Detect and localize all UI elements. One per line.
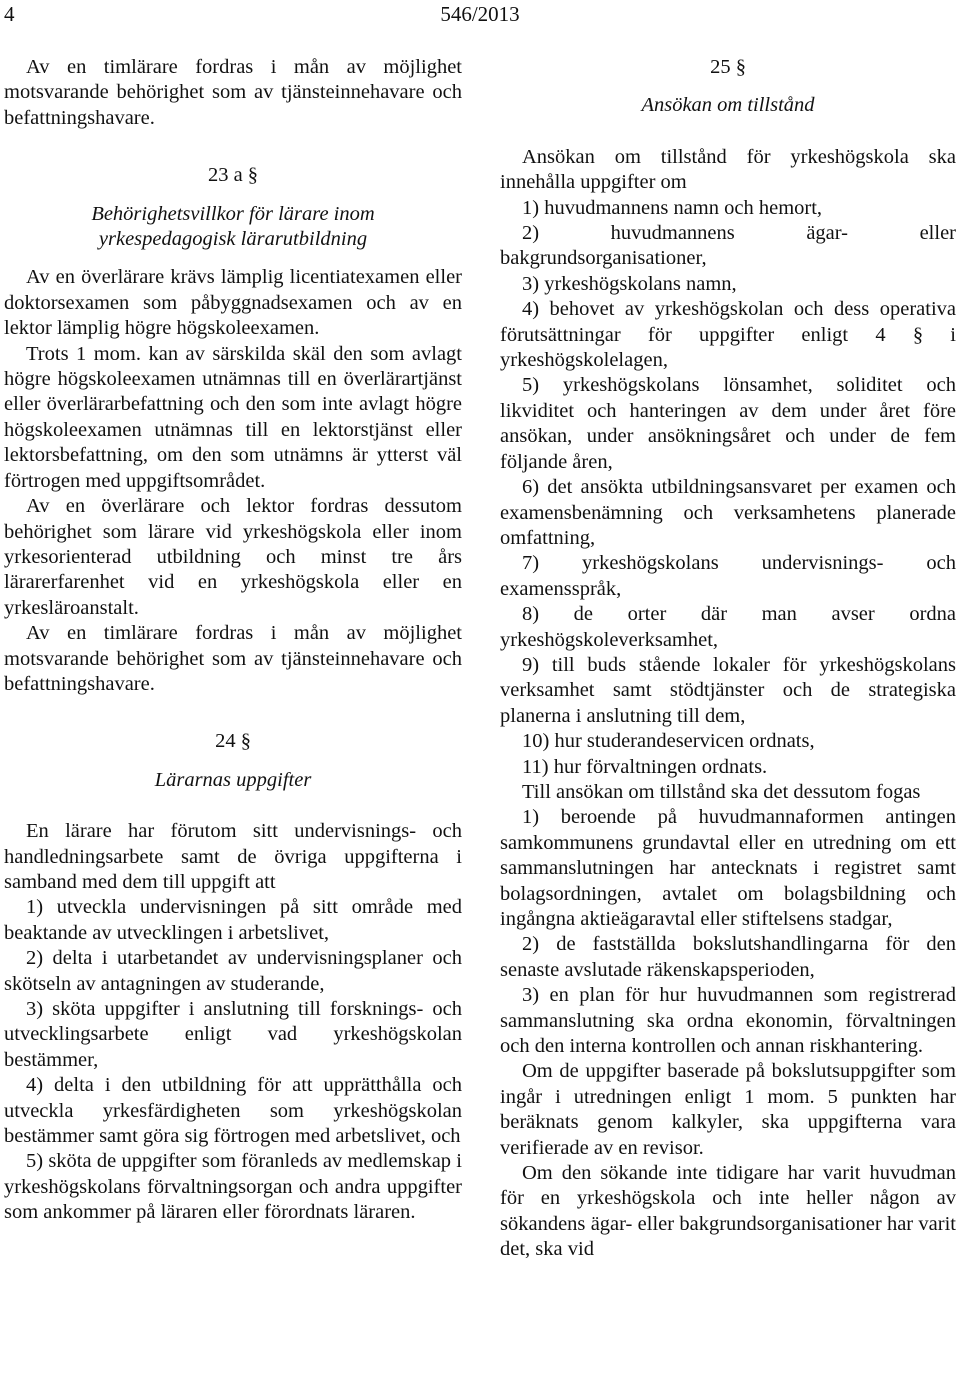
list-item: 4) behovet av yrkeshögskolan och dess operativa förutsättningar för uppgifter enligt 4 § i yrkeshögskolelagen,	[500, 298, 956, 372]
list-item: 4) delta i den utbildning för att upprätthålla och utveckla yrkesfärdigheten som yrkeshögskolan bestämmer samt göra sig förtrogen med arbetslivet, och	[4, 1074, 462, 1148]
list-item: 1) huvudmannens namn och hemort,	[522, 196, 823, 219]
list-item: 3) sköta uppgifter i anslutning till forsknings- och utvecklingsarbete enligt vad yrkeshögskolan bestämmer,	[4, 998, 462, 1071]
list-item: 11) hur förvaltningen ordnats.	[522, 755, 768, 778]
paragraph: Av en timlärare fordras i mån av möjlighet motsvarande behörighet som av tjänsteinnehavare och befattningshavare.	[4, 622, 462, 695]
paragraph: Av en överlärare krävs lämplig licentiatexamen eller doktorsexamen som påbyggnadsexamen och av en lektor lämplig högre högskoleexamen.	[4, 266, 462, 340]
paragraph: En lärare har förutom sitt undervisnings- och handledningsarbete samt de övriga uppgifterna i samband med dem till uppgift att	[4, 820, 462, 893]
paragraph: Av en timlärare fordras i mån av möjlighet motsvarande behörighet som av tjänsteinnehavare och befattningshavare.	[4, 56, 462, 129]
list-item: 1) beroende på huvudmannaformen antingen samkommunens grundavtal eller en utredning om ett sammanslutningen har antecknats i registret samt bolagsordningen, avtalet om bolagsbildning och ingångna aktieägaravtal eller stiftelsens stadgar,	[500, 806, 956, 930]
list-item: 3) yrkeshögskolans namn,	[522, 272, 737, 295]
page-number: 4	[4, 2, 15, 26]
list-item: 10) hur studerandeservicen ordnats,	[522, 730, 815, 753]
paragraph: Om de uppgifter baserade på bokslutsuppgifter som ingår i utredningen enligt 1 mom. 5 punkten har beräknats genom kalkyler, ska uppgifterna vara verifierade av en revisor.	[500, 1060, 956, 1159]
list-item: 6) det ansökta utbildningsansvaret per examen och examensbenämning och verksamhetens planerade omfattning,	[500, 476, 956, 549]
paragraph: Till ansökan om tillstånd ska det dessutom fogas	[522, 780, 921, 803]
paragraph: Ansökan om tillstånd för yrkeshögskola ska innehålla uppgifter om	[500, 145, 956, 194]
list-item: 2) delta i utarbetandet av undervisningsplaner och skötseln av antagningen av studerande,	[4, 947, 462, 995]
page-header	[0, 0, 960, 30]
section-number: 24 §	[215, 730, 251, 753]
list-item: 9) till buds stående lokaler för yrkeshögskolans verksamhet samt stödtjänster och de strategiska planerna i anslutning till dem,	[500, 653, 956, 727]
right-column	[500, 55, 956, 1263]
list-item: 5) yrkeshögskolans lönsamhet, soliditet och likviditet och hanteringen av dem under året före ansökan, under ansökningsåret och under de fem följande åren,	[500, 374, 956, 473]
section-number: 25 §	[710, 56, 746, 78]
section-title: yrkespedagogisk lärarutbildning	[98, 228, 368, 251]
left-column	[4, 55, 462, 1226]
list-item: 1) utveckla undervisningen på sitt område med beaktande av utvecklingen i arbetslivet,	[4, 896, 462, 944]
list-item: 3) en plan för hur huvudmannen som registrerad sammanslutning ska ordna ekonomin, förvaltningen och den interna kontrollen och annan riskhantering.	[500, 984, 956, 1058]
list-item: 2) de fastställda bokslutshandlingarna för den senaste avslutade räkenskapsperioden,	[500, 933, 956, 981]
paragraph: Om den sökande inte tidigare har varit huvudman för en yrkeshögskola och inte heller någon av sökandens ägar- eller bakgrundsorganisationer har varit det, ska vid	[500, 1162, 956, 1261]
list-item: 8) de orter där man avser ordna yrkeshögskoleverksamhet,	[500, 603, 956, 651]
list-item: 2) huvudmannens ägar- eller bakgrundsorganisationer,	[500, 222, 956, 270]
section-title: Behörighetsvillkor för lärare inom	[91, 202, 375, 225]
list-item: 5) sköta de uppgifter som föranleds av medlemskap i yrkeshögskolans förvaltningsorgan och andra uppgifter som ankommer på läraren eller förordnats läraren.	[4, 1150, 462, 1224]
document-number: 546/2013	[440, 2, 520, 26]
paragraph: Trots 1 mom. kan av särskilda skäl den som avlagt högre högskoleexamen utnämnas till en överlärartjänst eller överlärarbefattning och den som inte avlagt högre högskoleexamen utnämnas till en lektorstjänst eller lektorsbefattning, om den som utnämns är ytterst väl förtrogen med uppgiftsområdet.	[4, 342, 462, 492]
paragraph: Av en överlärare och lektor fordras dessutom behörighet som lärare vid yrkeshögskola eller inom yrkesorienterad utbildning och minst tre års lärarerfarenhet vid en yrkeshögskola eller en yrkesläroanstalt.	[4, 495, 462, 619]
list-item: 7) yrkeshögskolans undervisnings- och examensspråk,	[500, 552, 956, 600]
section-title: Lärarnas uppgifter	[154, 768, 312, 791]
section-number: 23 a §	[207, 164, 259, 187]
section-title: Ansökan om tillstånd	[641, 94, 815, 117]
